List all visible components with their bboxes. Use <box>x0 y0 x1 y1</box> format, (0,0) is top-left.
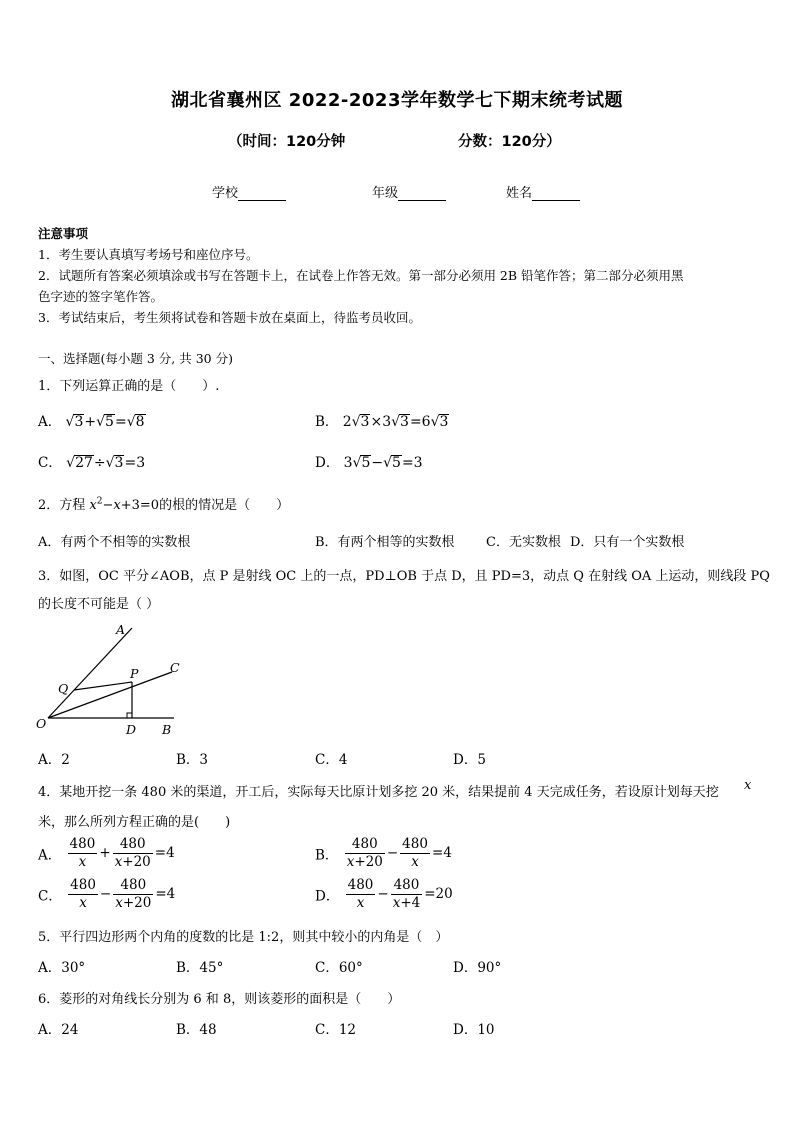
q5-option-d: D．90° <box>453 960 502 976</box>
question-5-stem: 5．平行四边形两个内角的度数的比是 1:2，则其中较小的内角是（ ） <box>38 930 449 945</box>
grade-blank <box>398 187 446 201</box>
q3-option-d: D．5 <box>453 752 486 768</box>
q4-option-d: D． $\frac{480}{x}$ − $\frac{480}{x+4}$ =20 <box>315 877 453 911</box>
q3-option-a: A．2 <box>38 752 70 768</box>
q3-option-c: C．4 <box>315 752 348 768</box>
q4-option-a: A． $\frac{480}{x}$ + $\frac{480}{x+20}$ =4 <box>38 836 175 870</box>
q4-option-b: B． $\frac{480}{x+20}$ − $\frac{480}{x}$ =4 <box>315 836 452 870</box>
q5-option-a: A．30° <box>38 960 86 976</box>
label-c: C <box>170 660 180 675</box>
question-4-variable: x <box>744 778 752 793</box>
grade-label: 年级 <box>372 186 399 201</box>
exam-score: 分数：120分） <box>458 134 561 150</box>
grade-field <box>372 182 446 201</box>
section-heading: 一、选择题(每小题 3 分, 共 30 分) <box>38 351 233 366</box>
right-angle-mark <box>127 713 132 718</box>
q6-option-d: D．10 <box>453 1022 495 1038</box>
q2-option-b: B．有两个相等的实数根 <box>315 535 455 550</box>
q6-option-a: A．24 <box>38 1022 79 1038</box>
q5-option-c: C．60° <box>315 960 363 976</box>
question-4-stem-line1: 4．某地开挖一条 480 米的渠道，开工后，实际每天比原计划多挖 20 米，结果提前 4 天完成任务，若设原计划每天挖 <box>38 785 719 800</box>
label-d: D <box>126 722 137 737</box>
name-label: 姓名 <box>506 186 533 201</box>
note-item: 1．考生要认真填写考场号和座位序号。 <box>38 247 259 262</box>
q2-option-d: D．只有一个实数根 <box>570 535 685 550</box>
label-p: P <box>130 666 139 681</box>
q1-option-c: C． √27÷√3=3 <box>38 455 146 471</box>
exam-time: （时间：120分钟 <box>228 134 346 150</box>
q2-option-c: C．无实数根 <box>486 535 561 550</box>
q5-option-b: B．45° <box>176 960 224 976</box>
label-q: Q <box>58 681 69 696</box>
segment-pq <box>74 682 132 690</box>
q3-option-b: B．3 <box>176 752 209 768</box>
note-item: 3．考试结束后，考生须将试卷和答题卡放在桌面上，待监考员收回。 <box>38 310 421 325</box>
school-field <box>212 182 286 201</box>
q1-option-b: B． 2√3×3√3=6√3 <box>315 414 449 430</box>
notes-heading: 注意事项 <box>38 226 89 241</box>
school-label: 学校 <box>212 186 239 201</box>
q2-option-a: A．有两个不相等的实数根 <box>38 535 191 550</box>
note-item: 2．试题所有答案必须填涂或书写在答题卡上，在试卷上作答无效。第一部分必须用 2B 铅笔作答；第二部分必须用黑 <box>38 268 684 283</box>
label-o: O <box>36 716 47 731</box>
q6-option-c: C．12 <box>315 1022 357 1038</box>
angle-bisector-figure <box>34 620 194 740</box>
name-field <box>506 182 580 201</box>
note-item: 色字迹的签字笔作答。 <box>38 289 164 304</box>
label-b: B <box>162 722 172 737</box>
q1-option-a: A． √3+√5=√8 <box>38 414 145 430</box>
question-1-stem: 1．下列运算正确的是（ ）. <box>38 379 220 394</box>
question-3-stem-line1: 3．如图，OC 平分∠AOB，点 P 是射线 OC 上的一点，PD⊥OB 于点 D，且 PD=3，动点 Q 在射线 OA 上运动，则线段 PQ <box>38 569 770 584</box>
question-2-stem: 2．方程 $x^2-x+3=0$的根的情况是（ ） <box>38 496 290 513</box>
q4-option-c: C． $\frac{480}{x}$ − $\frac{480}{x+20}$ =4 <box>38 877 176 911</box>
question-4-stem-line2: 米，那么所列方程正确的是( ) <box>38 815 231 830</box>
question-6-stem: 6．菱形的对角线长分别为 6 和 8，则该菱形的面积是（ ） <box>38 992 401 1007</box>
exam-title: 湖北省襄州区 2022-2023学年数学七下期末统考试题 <box>171 90 623 111</box>
q1-option-d: D． 3√5−√5=3 <box>315 455 423 471</box>
ray-oa <box>48 628 132 718</box>
label-a: A <box>116 622 126 637</box>
name-blank <box>532 187 580 201</box>
question-3-stem-line2: 的长度不可能是（ ） <box>38 597 160 612</box>
school-blank <box>238 187 286 201</box>
q6-option-b: B．48 <box>176 1022 217 1038</box>
